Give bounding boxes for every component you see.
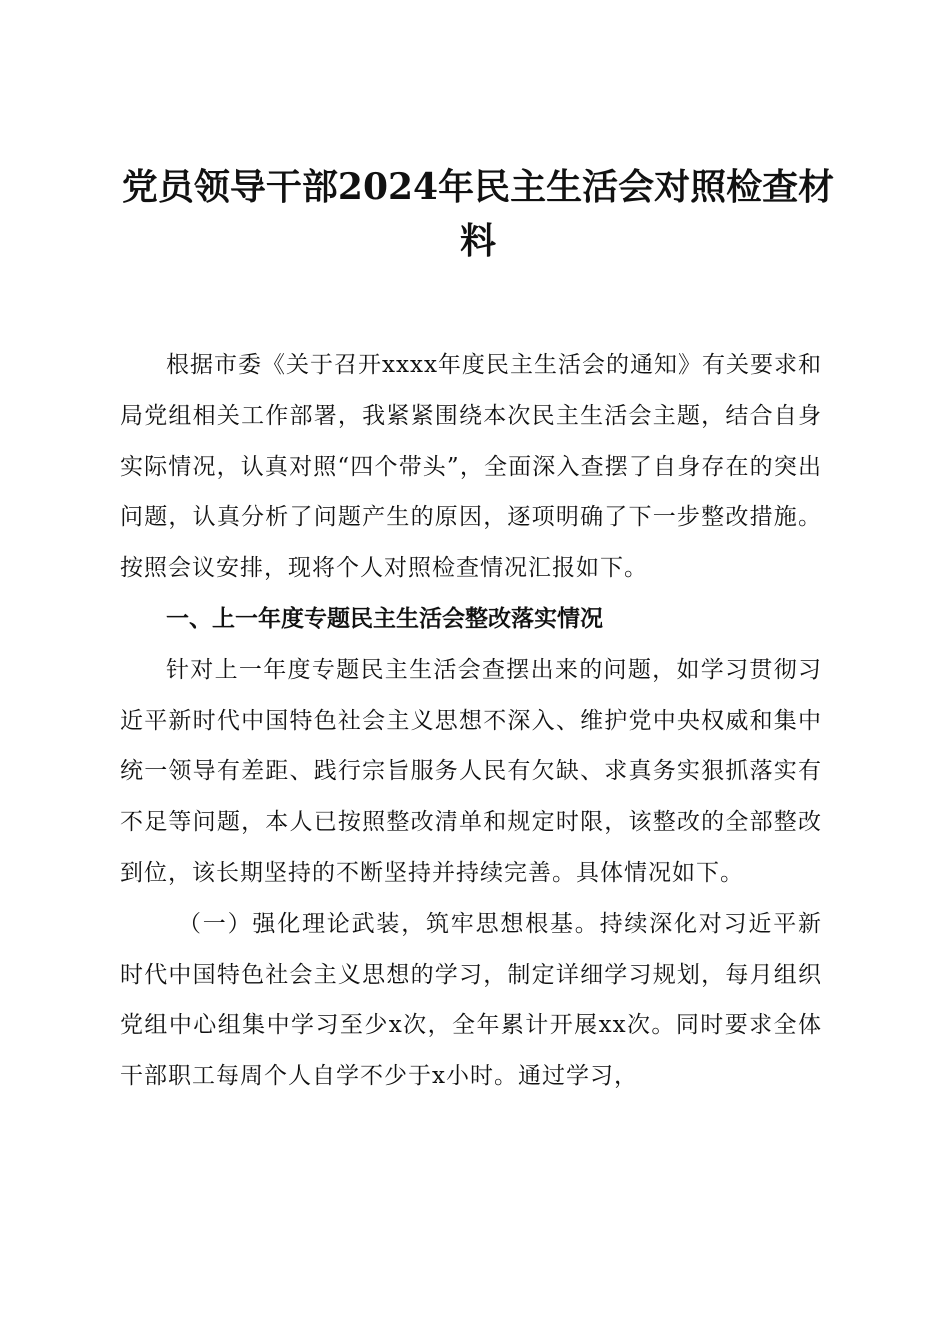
section-1-paragraph: 针对上一年度专题民主生活会查摆出来的问题，如学习贯彻习近平新时代中国特色社会主义思想不深入、维护党中央权威和集中统一领导有差距、践行宗旨服务人民有欠缺、求真务实狠抓落实有不足等问题，本人已按照整改清单和规定时限，该整改的全部整改到位，该长期坚持的不断坚持并持续完善。具体情况如下。 (120, 656, 822, 886)
intro-paragraph: 根据市委《关于召开xxxx年度民主生活会的通知》有关要求和局党组相关工作部署，我紧紧围绕本次民主生活会主题，结合自身实际情况，认真对照“四个带头”，全面深入查摆了自身存在的突出问题，认真分析了问题产生的原因，逐项明确了下一步整改措施。按照会议安排，现将个人对照检查情况汇报如下。 (120, 352, 822, 582)
subsection-1-paragraph: （一）强化理论武装，筑牢思想根基。持续深化对习近平新时代中国特色社会主义思想的学习，制定详细学习规划，每月组织党组中心组集中学习至少x次，全年累计开展xx次。同时要求全体干部职工每周个人自学不少于x小时。通过学习， (120, 910, 822, 1090)
document-title: 党员领导干部2024年民主生活会对照检查材料 (121, 166, 835, 262)
section-heading-1: 一、上一年度专题民主生活会整改落实情况 (166, 605, 603, 632)
document-body (120, 340, 822, 1102)
